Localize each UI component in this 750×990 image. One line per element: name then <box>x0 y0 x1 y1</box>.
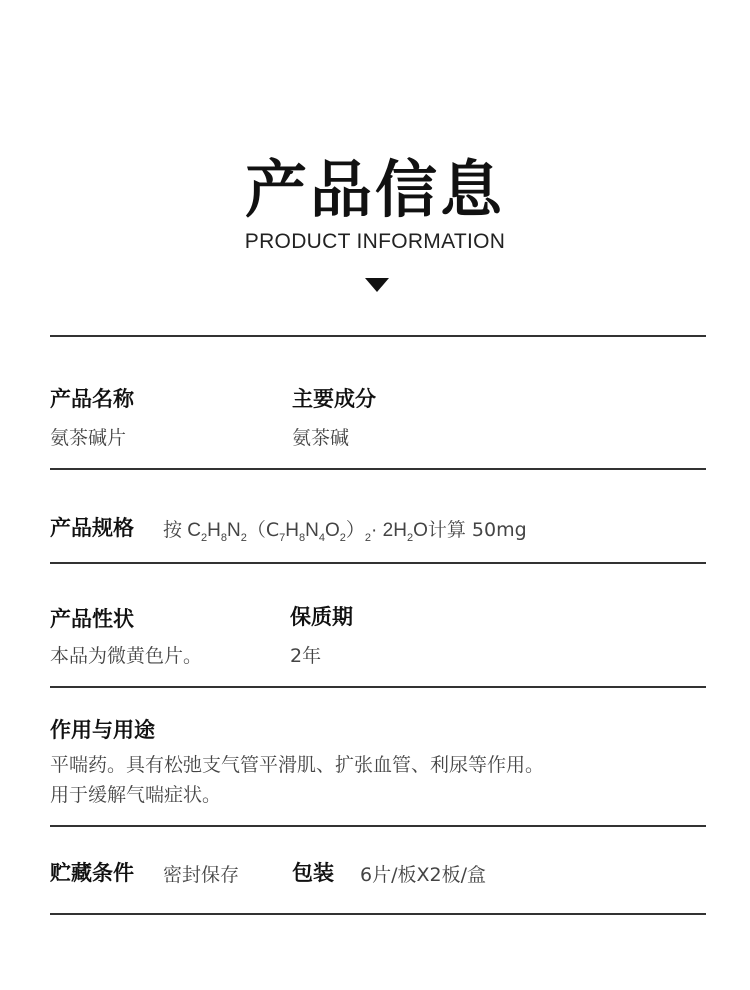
storage-value: 密封保存 <box>163 864 240 886</box>
packaging-value: 6片/板X2板/盒 <box>360 864 486 886</box>
page-subtitle: PRODUCT INFORMATION <box>244 230 506 253</box>
product-name-label: 产品名称 <box>50 387 134 411</box>
shelf-life-value: 2年 <box>290 645 322 667</box>
appearance-label: 产品性状 <box>50 607 134 631</box>
appearance-value: 本品为微黄色片。 <box>50 645 203 667</box>
usage-line: 用于缓解气喘症状。 <box>50 784 222 806</box>
page-title: 产品信息 <box>244 153 505 226</box>
main-ingredient-value: 氨茶碱 <box>292 427 350 449</box>
main-ingredient-label: 主要成分 <box>292 387 376 411</box>
specification-label: 产品规格 <box>50 516 134 540</box>
divider <box>50 825 706 827</box>
product-name-value: 氨茶碱片 <box>50 427 127 449</box>
usage-label: 作用与用途 <box>50 718 155 742</box>
triangle-down-icon <box>365 278 389 292</box>
divider <box>50 335 706 337</box>
shelf-life-label: 保质期 <box>290 605 353 629</box>
divider <box>50 913 706 915</box>
packaging-label: 包装 <box>292 861 334 885</box>
usage-line: 平喘药。具有松弛支气管平滑肌、扩张血管、利尿等作用。 <box>50 754 545 776</box>
specification-value: 按 $C_2H_8N_2(C_7H_8N_4O_2)_2\cdot 2H_2O$计算 50mg <box>163 519 527 544</box>
storage-label: 贮藏条件 <box>50 861 134 885</box>
specification-suffix: 计算 50mg <box>427 519 527 541</box>
divider <box>50 686 706 688</box>
divider <box>50 468 706 470</box>
specification-prefix: 按 <box>163 519 183 541</box>
usage-text <box>50 750 544 810</box>
divider <box>50 562 706 564</box>
